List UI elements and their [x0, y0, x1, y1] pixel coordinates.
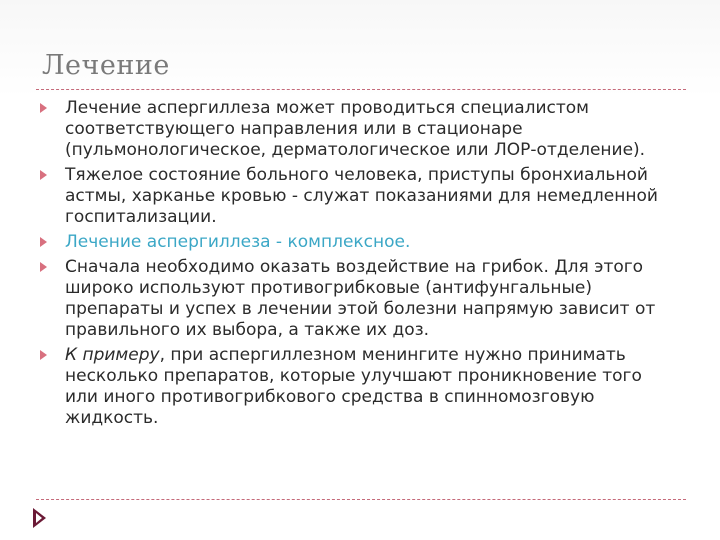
title-divider [36, 89, 686, 90]
footer-divider [36, 499, 686, 500]
triangle-right-icon [40, 170, 47, 180]
bullet-text: Сначала необходимо оказать воздействие на грибок. Для этого широко используют противогрибковые (антифунгальные) препараты и успех в лечении этой болезни напрямую зависит от правильного их выбора, а также их доз. [65, 257, 656, 340]
bullet-emphasis: К примеру [65, 345, 160, 365]
bullet-text-container [65, 345, 642, 428]
slide-title: Лечение [42, 50, 170, 81]
triangle-right-icon [40, 103, 47, 113]
bullet-item [40, 165, 680, 228]
bullet-item-highlighted [40, 232, 680, 253]
bullet-text: , при аспергиллезном менингите нужно принимать несколько препаратов, которые улучшают проникновение того или иного противогрибкового средства в спинномозговую жидкость. [65, 345, 642, 428]
triangle-right-icon [40, 237, 47, 247]
triangle-right-icon [40, 350, 47, 360]
bullet-text: Лечение аспергиллеза - комплексное. [65, 232, 411, 252]
bullet-item [40, 98, 680, 161]
bullet-list [40, 98, 680, 433]
bullet-item [40, 345, 680, 429]
bullet-text: Лечение аспергиллеза может проводиться специалистом соответствующего направления или в стационаре (пульмонологическое, дерматологическое или ЛОР-отделение). [65, 98, 646, 160]
triangle-right-icon [40, 262, 47, 272]
bullet-text: Тяжелое состояние больного человека, приступы бронхиальной астмы, харканье кровью - служат показаниями для немедленной госпитализации. [65, 165, 658, 227]
bullet-item [40, 257, 680, 341]
corner-triangle-icon [33, 508, 46, 528]
